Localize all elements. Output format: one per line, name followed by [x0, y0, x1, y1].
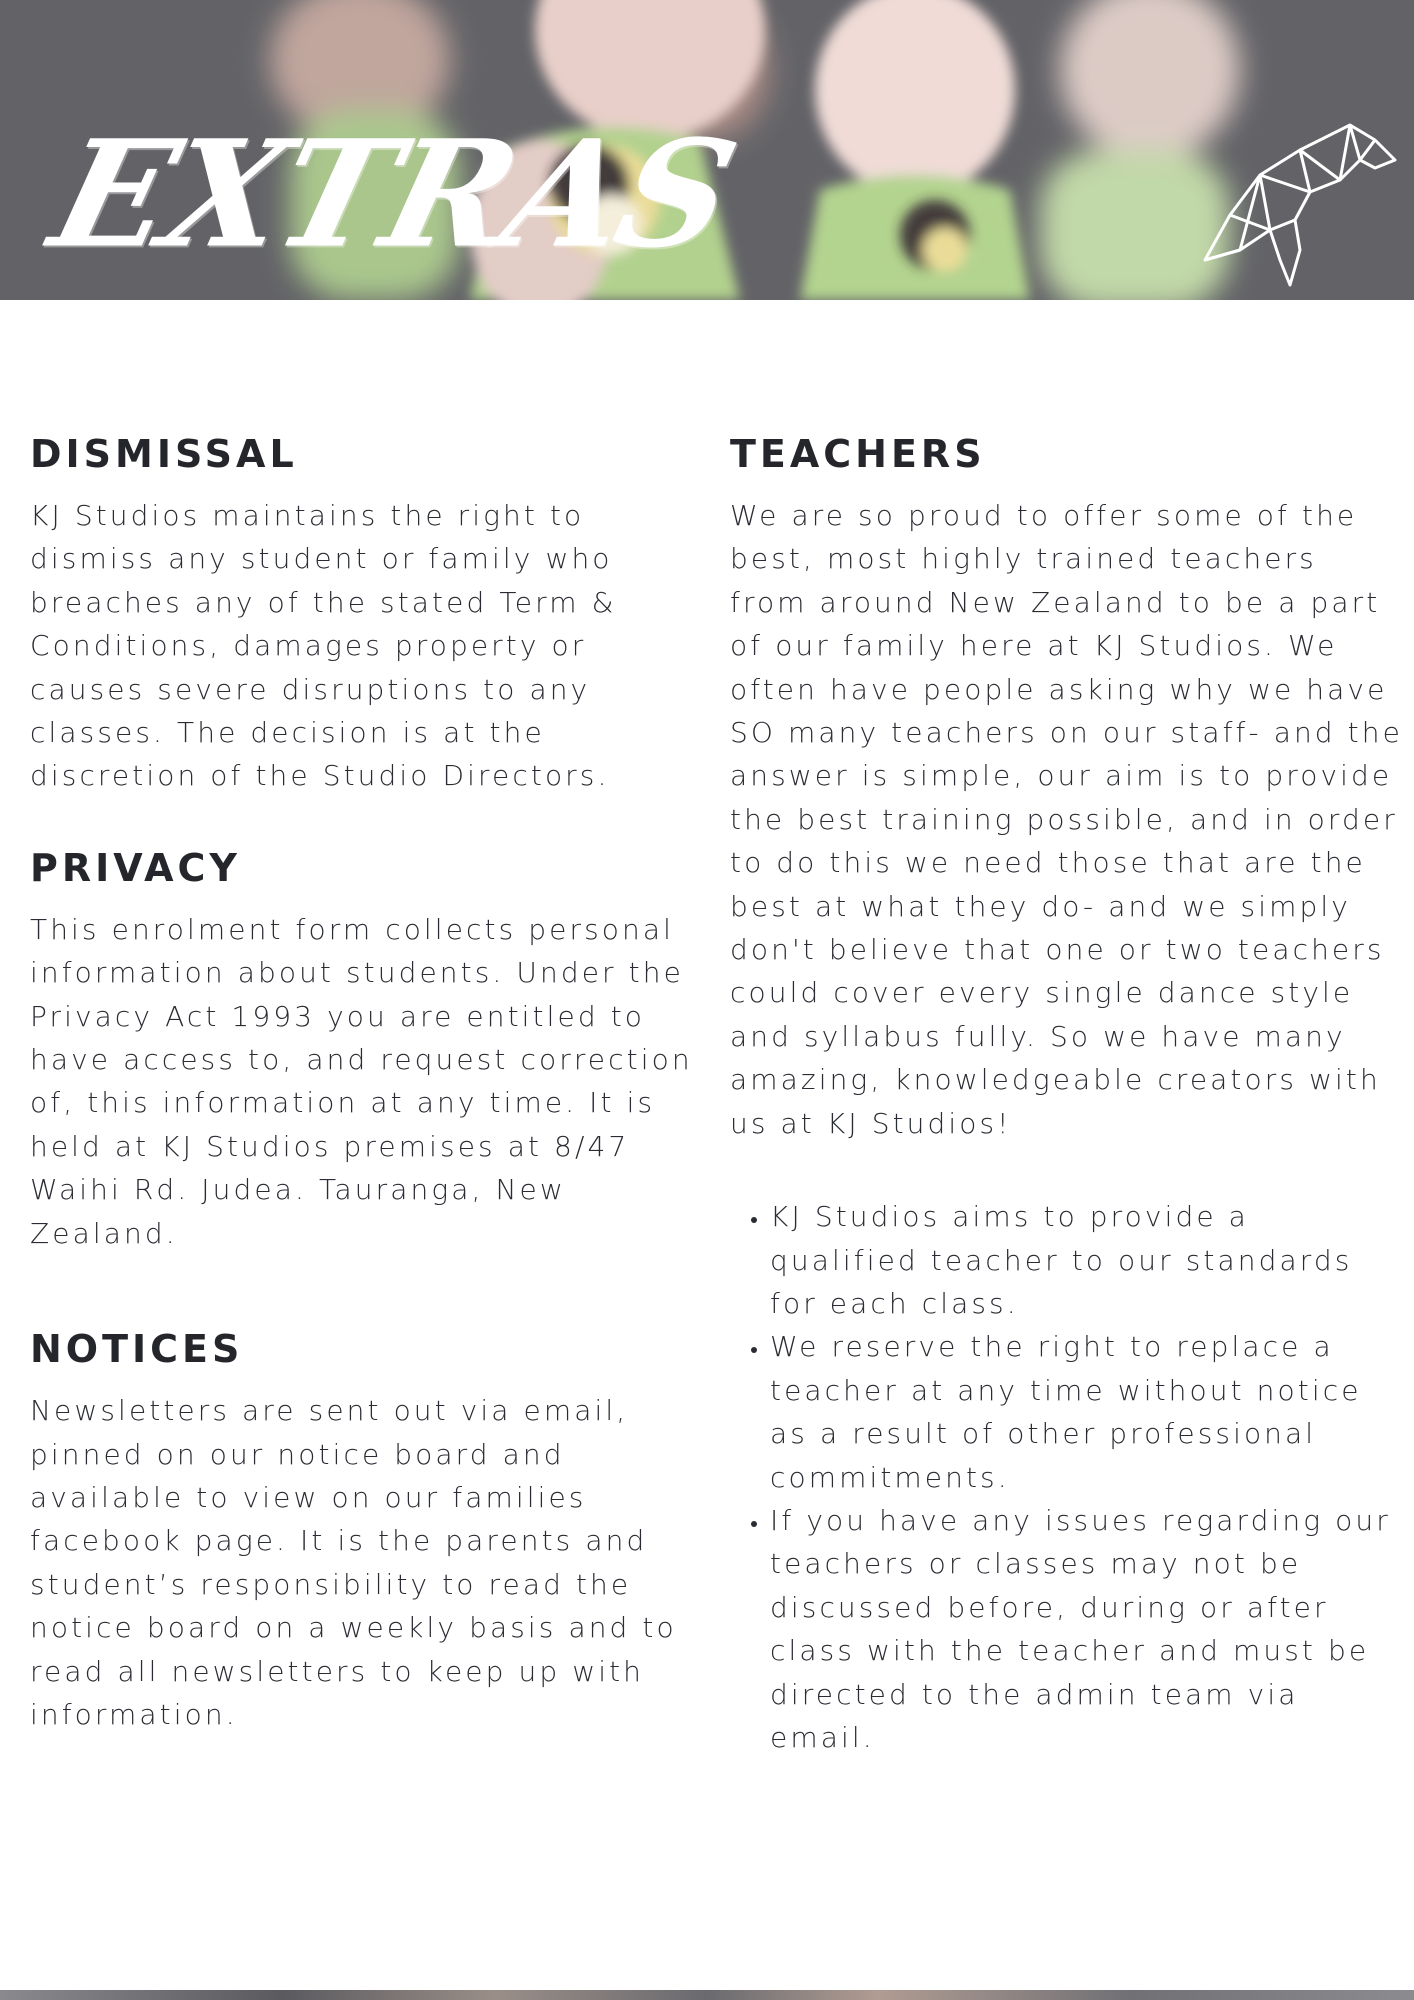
privacy-body: This enrolment form collects personal information about students. Under the Privacy Act 1993 you are entitled to have access to, and request correction of, this information at any time. It is held at KJ Studios premises at 8/47 Waihi Rd. Judea. Tauranga, New Zealand.: [30, 912, 693, 1250]
banner-title: EXTRAS: [36, 108, 748, 281]
teachers-heading: TEACHERS: [730, 432, 986, 476]
list-item: • KJ Studios aims to provide a qualified teacher to our standards for each class.: [770, 1195, 1405, 1325]
notices-body: Newsletters are sent out via email, pinned on our notice board and available to view on our families facebook page. It is the parents and student’s responsibility to read the notice board on a weekly basis and to read all newsletters to keep up with information.: [30, 1394, 677, 1731]
footer-photo-strip: [0, 1990, 1414, 2000]
list-item: • If you have any issues regarding our teachers or classes may not be discussed before, during or after class with the teacher and must be directed to the admin team via email.: [770, 1499, 1405, 1759]
notices-section: [30, 1315, 710, 1736]
list-item: • We reserve the right to replace a teacher at any time without notice as a result of other professional commitments.: [770, 1325, 1405, 1499]
header-banner: [0, 0, 1414, 300]
teachers-body: We are so proud to offer some of the best, most highly trained teachers from around New Zealand to be a part of our family here at KJ Studios. We often have people asking why we have SO many teachers on our staff- and the answer is simple, our aim is to provide the best training possible, and in order to do this we need those that are the best at what they do- and we simply don't believe that one or two teachers could cover every single dance style and syllabus fully. So we have many amazing, knowledgeable creators with us at KJ Studios!: [730, 499, 1403, 1140]
privacy-heading: PRIVACY: [30, 845, 241, 890]
teachers-bullet-list: [730, 1195, 1405, 1759]
teachers-section: [730, 420, 1405, 1759]
left-column: [30, 420, 710, 1736]
privacy-section: [30, 834, 710, 1255]
dismissal-section: [30, 420, 710, 798]
dismissal-heading: DISMISSAL: [30, 432, 298, 476]
fox-logo-icon: [1200, 120, 1400, 290]
right-column: [730, 420, 1405, 1759]
notices-heading: NOTICES: [30, 1327, 244, 1372]
dismissal-body: KJ Studios maintains the right to dismiss any student or family who breaches any of the stated Term & Conditions, damages property or causes severe disruptions to any classes. The decision is at the discretion of the Studio Directors.: [30, 499, 617, 793]
